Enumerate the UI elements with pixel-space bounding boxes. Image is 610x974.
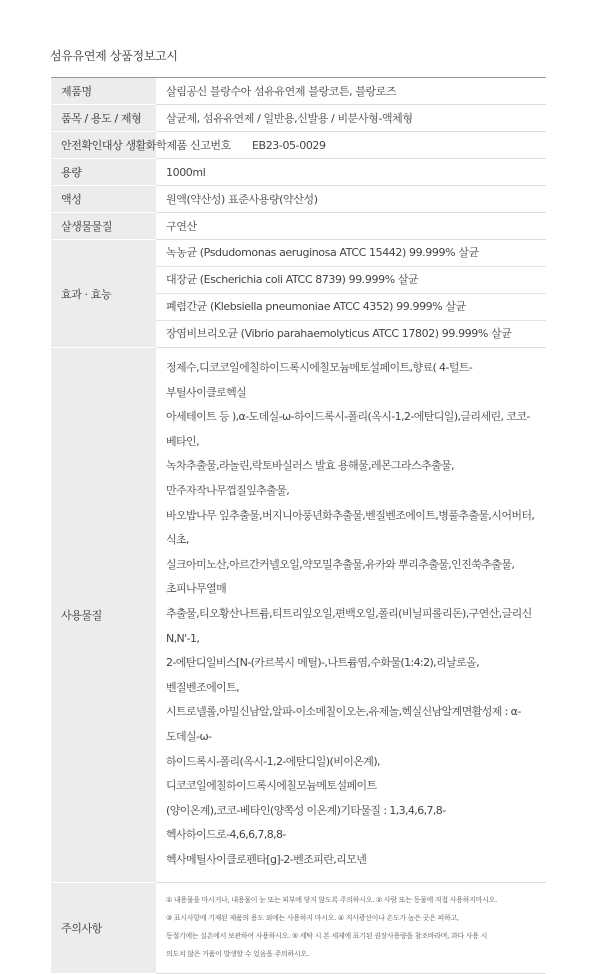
value-ingredients [156, 348, 546, 883]
label-efficacy: 효과 · 효능 [51, 240, 156, 348]
label-cautions: 주의사항 [51, 883, 156, 974]
ingredient-line: 바오밥나무 잎추출물,버지니아풍년화추출물,벤질벤조에이트,병풀추출물,시어버터,식초, [166, 508, 535, 547]
safety-report-number: EB23-05-0029 [252, 138, 326, 152]
ingredient-line: (양이온계),코코-베타인(양쪽성 이온계)기타물질 : 1,3,4,6,7,8-헥사하이드로-4,6,6,7,8,8- [166, 803, 446, 842]
ingredient-line: 하이드록시-폴리(옥시-1,2-에탄디일)(비이온계),디코코일에칠하이드록시에칠모늄메토설페이트 [166, 754, 380, 793]
value-cautions [156, 883, 546, 974]
table-row [51, 78, 546, 105]
table-row [51, 883, 546, 974]
ingredient-line: 시트로넬롤,아밀신남알,알파-이소메칠이오논,유제놀,헥실신남알계면활성제 : α-도데실-ω- [166, 705, 521, 743]
table-row [51, 159, 546, 186]
ingredient-line: 아세테이트 등 ),α-도데실-ω-하이드록시-폴리(옥시-1,2-에탄디일),글리세린, 코코-베타인, [166, 410, 530, 448]
efficacy-item: 대장균 (Escherichia coli ATCC 8739) 99.999% 살균 [156, 267, 546, 294]
label-capacity: 용량 [51, 159, 156, 186]
label-safety-report: 안전확인대상 생활화학제품 신고번호 [51, 132, 156, 159]
efficacy-item: 폐렴간균 (Klebsiella pneumoniae ATCC 4352) 99.999% 살균 [156, 294, 546, 321]
value-product-name: 살림공신 블랑수아 섬유유연제 블랑코튼, 블랑로즈 [156, 78, 546, 105]
value-capacity: 1000ml [156, 159, 546, 186]
label-product-name: 제품명 [51, 78, 156, 105]
ingredient-line: 헥사메틸사이클로펜타[g]-2-벤조피란,리모넨 [166, 852, 367, 866]
efficacy-item: 장염비브리오균 (Vibrio parahaemolyticus ATCC 17802) 99.999% 살균 [166, 327, 512, 340]
ingredient-line: 실크아미노산,아르간커넬오일,약모밀추출물,유카와 뿌리추출물,인진쑥추출물,초피나무열매 [166, 557, 515, 596]
caution-line: ① 내용물을 마시거나, 내용물이 눈 또는 피부에 닿지 않도록 주의하시오. ② 사람 또는 동물에 직접 사용하지마시오. [166, 896, 497, 905]
table-row [51, 240, 546, 348]
value-category: 살균제, 섬유유연제 / 일반용,신발용 / 비분사형-액체형 [156, 105, 546, 132]
caution-line: 의도치 않은 거품이 발생할 수 있음을 주의하시오. [166, 950, 309, 959]
ingredient-line: 정제수,디코코일에칠하이드록시에칠모늄메토설페이트,향료( 4-털트-부틸사이클로헥실 [166, 361, 473, 399]
table-row [51, 105, 546, 132]
table-row [51, 132, 546, 159]
label-category: 품목 / 용도 / 제형 [51, 105, 156, 132]
value-biocide: 구연산 [156, 213, 546, 240]
table-row [51, 186, 546, 213]
caution-line: ③ 표시사항에 기재된 제품의 용도 외에는 사용하지 마시오. ④ 직사광선이나 온도가 높은 곳은 피하고, [166, 914, 459, 923]
value-liquid: 원액(약산성) 표준사용량(약산성) [156, 186, 546, 213]
ingredient-line: 2-에탄디일비스[N-(카르복시 메틸)-,나트륨염,수화물(1:4:2),리날로올,벤질벤조에이트, [166, 656, 480, 694]
value-efficacy [156, 240, 546, 348]
caution-line: 동절기에는 실온에서 보관하여 사용하시오. ⑤ 세탁 시 본 세제에 표기된 권장사용량을 참조바라며, 과다 사용 시 [166, 932, 488, 941]
label-ingredients: 사용물질 [51, 348, 156, 883]
table-row [51, 213, 546, 240]
ingredient-line: 녹차추출물,라놀린,락토바실러스 발효 용해물,레몬그라스추출물,만주자작나무껍질잎추출물, [166, 459, 455, 497]
table-row [51, 348, 546, 883]
label-biocide: 살생물물질 [51, 213, 156, 240]
page-title: 섬유유연제 상품정보고시 [50, 49, 178, 63]
ingredient-line: 추출물,티오황산나트륨,티트리잎오일,편백오일,폴리(비닐피롤리돈),구연산,글리신 N,N'-1, [166, 606, 532, 645]
product-info-table [51, 77, 546, 974]
label-liquid: 액성 [51, 186, 156, 213]
efficacy-item: 녹농균 (Psdudomonas aeruginosa ATCC 15442) 99.999% 살균 [156, 240, 546, 267]
